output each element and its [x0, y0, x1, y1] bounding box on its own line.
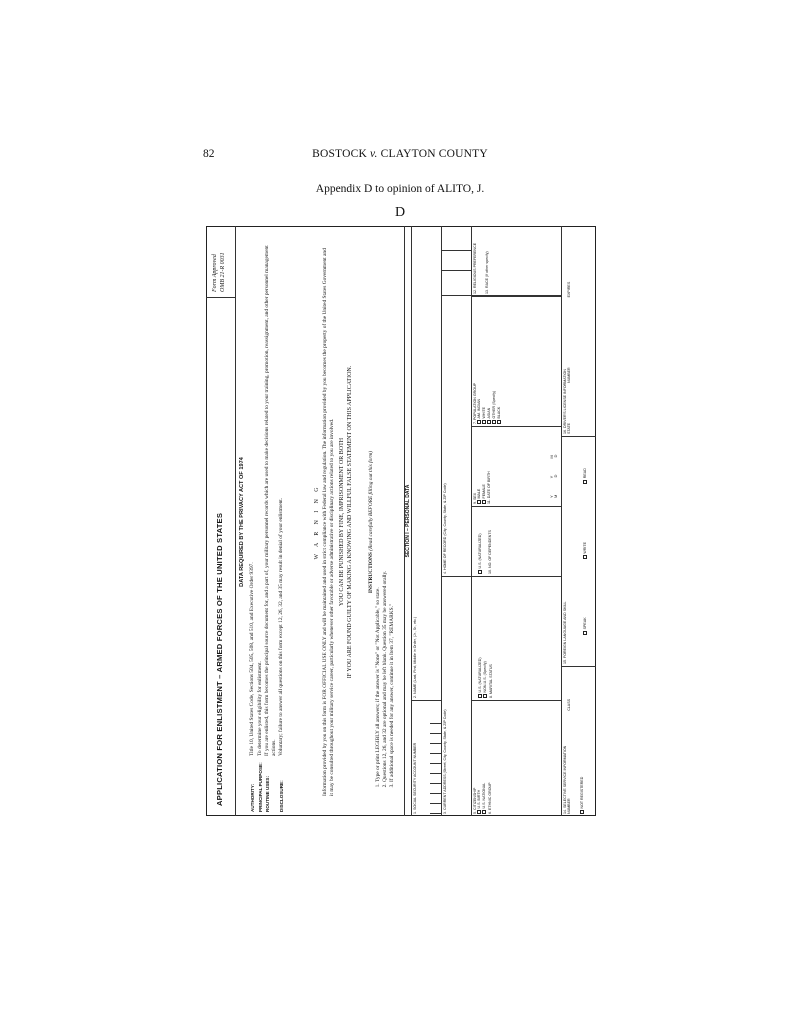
option-label: U.S. (NATURALIZED) — [478, 533, 482, 569]
grid-divider — [442, 270, 472, 271]
citizenship-option[interactable] — [482, 703, 486, 814]
instructions-block — [368, 232, 397, 812]
warning-text: Information provided by you on this form is FOR OFFICIAL USE ONLY and will be maintained and used in strict compliance with Federal law and regulation. The information provided by you becomes the property of the United States Government and it may be consulted throughout your military service career, particularly whenever other favorable or adverse administrative or disciplinary actions related to you are involved. — [321, 248, 335, 796]
citizenship-field[interactable] — [472, 700, 561, 816]
privacy-row-disclosure — [278, 232, 285, 812]
authority-label: AUTHORITY: — [250, 784, 256, 812]
enlistment-form — [206, 226, 596, 816]
ssn-field[interactable] — [412, 700, 441, 816]
religion-race-field[interactable] — [472, 226, 561, 296]
ethnic-group-label: 6. ETHNIC GROUP — [488, 782, 493, 814]
purpose-label: PRINCIPAL PURPOSE: — [257, 762, 263, 812]
checkbox[interactable] — [477, 500, 481, 504]
selective-service-field[interactable] — [562, 666, 596, 816]
option-label: NON-U.S. (Specify) — [482, 661, 487, 693]
citizenship-field-2[interactable] — [472, 576, 561, 700]
selective-service-label: 14. SELECTIVE SERVICE INFORMATION — [563, 745, 567, 814]
grid-divider — [442, 295, 562, 296]
not-registered-option[interactable] — [580, 669, 584, 814]
form-title: APPLICATION FOR ENLISTMENT – ARMED FORCES OF THE UNITED STATES — [215, 512, 224, 806]
population-option[interactable] — [477, 299, 481, 424]
warning-title: W A R N I N G — [314, 484, 320, 560]
instructions-title: INSTRUCTIONS — [368, 552, 374, 594]
dl-state-label: STATE — [567, 422, 572, 434]
case-title-pre: BOSTOCK — [312, 148, 371, 160]
race-label: 13. RACE (If other specify) — [485, 251, 490, 294]
current-address-label: 3. CURRENT ADDRESS (Street, City, County, State, & ZIP Code) — [443, 709, 447, 814]
dl-number-label: NUMBER — [567, 367, 572, 383]
checkbox[interactable] — [482, 420, 486, 424]
ss-number-label: NUMBER — [567, 798, 572, 814]
option-label: WRITE — [583, 541, 588, 554]
page-header — [0, 148, 800, 168]
checkbox[interactable] — [482, 810, 486, 814]
appendix-line: Appendix D to opinion of ALITO, J. — [315, 183, 485, 195]
population-option[interactable] — [487, 299, 491, 424]
home-of-record-field[interactable] — [442, 226, 471, 576]
option-label: U.S. NATIONAL — [482, 782, 487, 809]
instruction-item: 1. Type or print LEGIBLY all answers; if the answer is "None" or "Not Applicable," so state. — [375, 232, 382, 782]
form-approved-box — [206, 226, 236, 298]
warning-line-1: YOU CAN BE PUNISHED BY FINE, IMPRISONMENT OR BOTH — [338, 437, 345, 607]
checkbox[interactable] — [497, 420, 501, 424]
appendix-letter: D — [394, 205, 406, 220]
form-row-personal — [472, 226, 562, 816]
privacy-act-block — [239, 232, 285, 812]
disclosure-text: Voluntary; failure to answer all questions on this form except 12, 26, 32, and 35 may result in denial of your enlistment. — [277, 497, 284, 756]
marital-status-label: 8. MARITAL STATUS — [489, 664, 494, 698]
option-label: ASIAN — [486, 407, 491, 419]
privacy-row-routine — [264, 232, 278, 812]
sex-option[interactable] — [477, 429, 481, 504]
privacy-row-purpose — [257, 232, 264, 812]
dl-subheads — [567, 228, 571, 434]
form-row-ssn-name — [412, 226, 442, 816]
approved-line-2: OMB 21-R 0031 — [219, 252, 226, 292]
checkbox[interactable] — [477, 810, 481, 814]
option-label: AM. INDIAN — [477, 398, 482, 419]
citizenship-option[interactable] — [478, 579, 482, 698]
home-of-record-label: 4. HOME OF RECORD (City, County, State, & ZIP Code) — [443, 483, 447, 574]
form-row-address — [442, 226, 472, 816]
population-option[interactable] — [497, 299, 501, 424]
warning-block — [314, 232, 355, 812]
sex-option[interactable] — [482, 429, 486, 504]
ssn-digit-boxes — [430, 714, 441, 814]
checkbox[interactable] — [492, 420, 496, 424]
sex-label: 9. SEX — [473, 492, 477, 504]
form-title-row — [206, 226, 236, 816]
routine-label: ROUTINE USES: — [264, 776, 270, 812]
population-option[interactable] — [492, 299, 496, 424]
population-group-field[interactable] — [472, 296, 561, 426]
checkbox[interactable] — [583, 555, 587, 559]
purpose-text: To determine your eligibility for enlistment. — [256, 661, 263, 756]
option-label: NOT REGISTERED — [580, 776, 585, 809]
population-option[interactable] — [482, 299, 486, 424]
checkbox[interactable] — [583, 631, 587, 635]
checkbox[interactable] — [580, 810, 584, 814]
dl-expires-label: EXPIRES — [567, 281, 572, 298]
section-title: SECTION I – PERSONAL DATA — [404, 226, 412, 816]
language-option[interactable] — [583, 617, 587, 635]
checkbox[interactable] — [478, 570, 482, 574]
instructions-list — [375, 232, 396, 812]
option-label: OTHER (Specify) — [491, 390, 496, 419]
foreign-language-label: 15. FOREIGN LANGUAGE AND SKILL — [563, 601, 567, 664]
dob-label: 11. DATE OF BIRTH — [486, 471, 491, 504]
checkbox[interactable] — [583, 480, 587, 484]
dependents-field[interactable] — [472, 506, 561, 576]
citizenship-label: 5. CITIZENSHIP — [473, 787, 477, 814]
option-label: WHITE — [482, 406, 487, 419]
language-option[interactable] — [583, 468, 587, 484]
option-label: SPEAK — [583, 617, 588, 630]
citizenship-option[interactable] — [483, 579, 487, 698]
option-label: READ — [583, 468, 588, 479]
authority-text: Title 10, United States Code, Sections 504, 505, 508, and 510, and Executive Order 9397. — [249, 562, 256, 756]
instruction-item: 3. If additional space is needed for any answer, continue it in Item 37, "REMARKS." — [389, 232, 396, 782]
disclosure-label: DISCLOSURE: — [278, 780, 284, 812]
ss-subheads — [567, 669, 571, 814]
religious-pref-label: 12. RELIGIOUS PREFERENCE — [473, 242, 477, 294]
language-options — [583, 439, 588, 664]
population-group-label: 7. POPULATION GROUP — [473, 382, 477, 424]
approved-line-1: Form Approved — [212, 254, 218, 292]
privacy-title: DATA REQUIRED BY THE PRIVACY ACT OF 1974 — [239, 457, 245, 587]
dependents-label: 10. NO. OF DEPENDENTS — [488, 530, 493, 574]
language-option[interactable] — [583, 542, 587, 559]
instruction-item: 2. Questions 12, 26, and 32 are optional and may be left blank. Question 35 may be answered orally. — [382, 232, 389, 782]
case-title-post: CLAYTON COUNTY — [377, 148, 488, 160]
foreign-language-field[interactable] — [562, 436, 596, 666]
option-label: MALE — [477, 488, 482, 499]
current-address-field[interactable] — [442, 576, 471, 816]
sex-dob-field[interactable] — [472, 426, 561, 506]
option-label: U.S. (NATURALIZED) — [478, 657, 482, 693]
enlistment-form-image — [206, 226, 596, 816]
checkbox[interactable] — [483, 694, 487, 698]
drivers-license-field[interactable] — [562, 226, 596, 436]
privacy-row-authority — [249, 232, 256, 812]
citizenship-option[interactable] — [477, 703, 481, 814]
warning-line-2: IF YOU ARE FOUND GUILTY OF MAKING A KNOWING AND WILLFUL FALSE STATEMENT ON THIS APPLICATION. — [346, 365, 353, 679]
option-label: U.S. BIRTH — [477, 789, 482, 809]
form-row-license — [562, 226, 596, 816]
name-field[interactable] — [412, 226, 441, 700]
checkbox[interactable] — [482, 500, 486, 504]
dob-units: Y Y M M D D — [548, 446, 559, 498]
ss-class-label: CLASS — [567, 699, 572, 711]
grid-divider — [442, 250, 472, 251]
case-title-v: v. — [370, 148, 378, 160]
routine-text: If you are enlisted, this form becomes the principal source document for, and a part of, your military personnel records which are used to make decisions related to your training, promotion, reassignment, and other personnel management actions. — [263, 245, 277, 756]
checkbox[interactable] — [478, 694, 482, 698]
option-label: FEMALE — [482, 484, 487, 499]
page-number: 82 — [203, 148, 215, 160]
instructions-subtitle: (Read carefully BEFORE filling out this form) — [368, 450, 374, 551]
citizenship-option[interactable] — [478, 509, 482, 574]
case-title — [0, 148, 800, 160]
checkbox[interactable] — [477, 420, 481, 424]
drivers-license-label: 16. DRIVER'S LICENSE INFORMATION — [563, 369, 567, 434]
ssn-label: 1. SOCIAL SECURITY ACCOUNT NUMBER — [413, 742, 417, 814]
checkbox[interactable] — [487, 420, 491, 424]
option-label: BLACK — [496, 406, 501, 419]
name-label: 2. NAME (Last, First, Middle in Order, (Jr., Sr., etc.) — [413, 616, 417, 698]
